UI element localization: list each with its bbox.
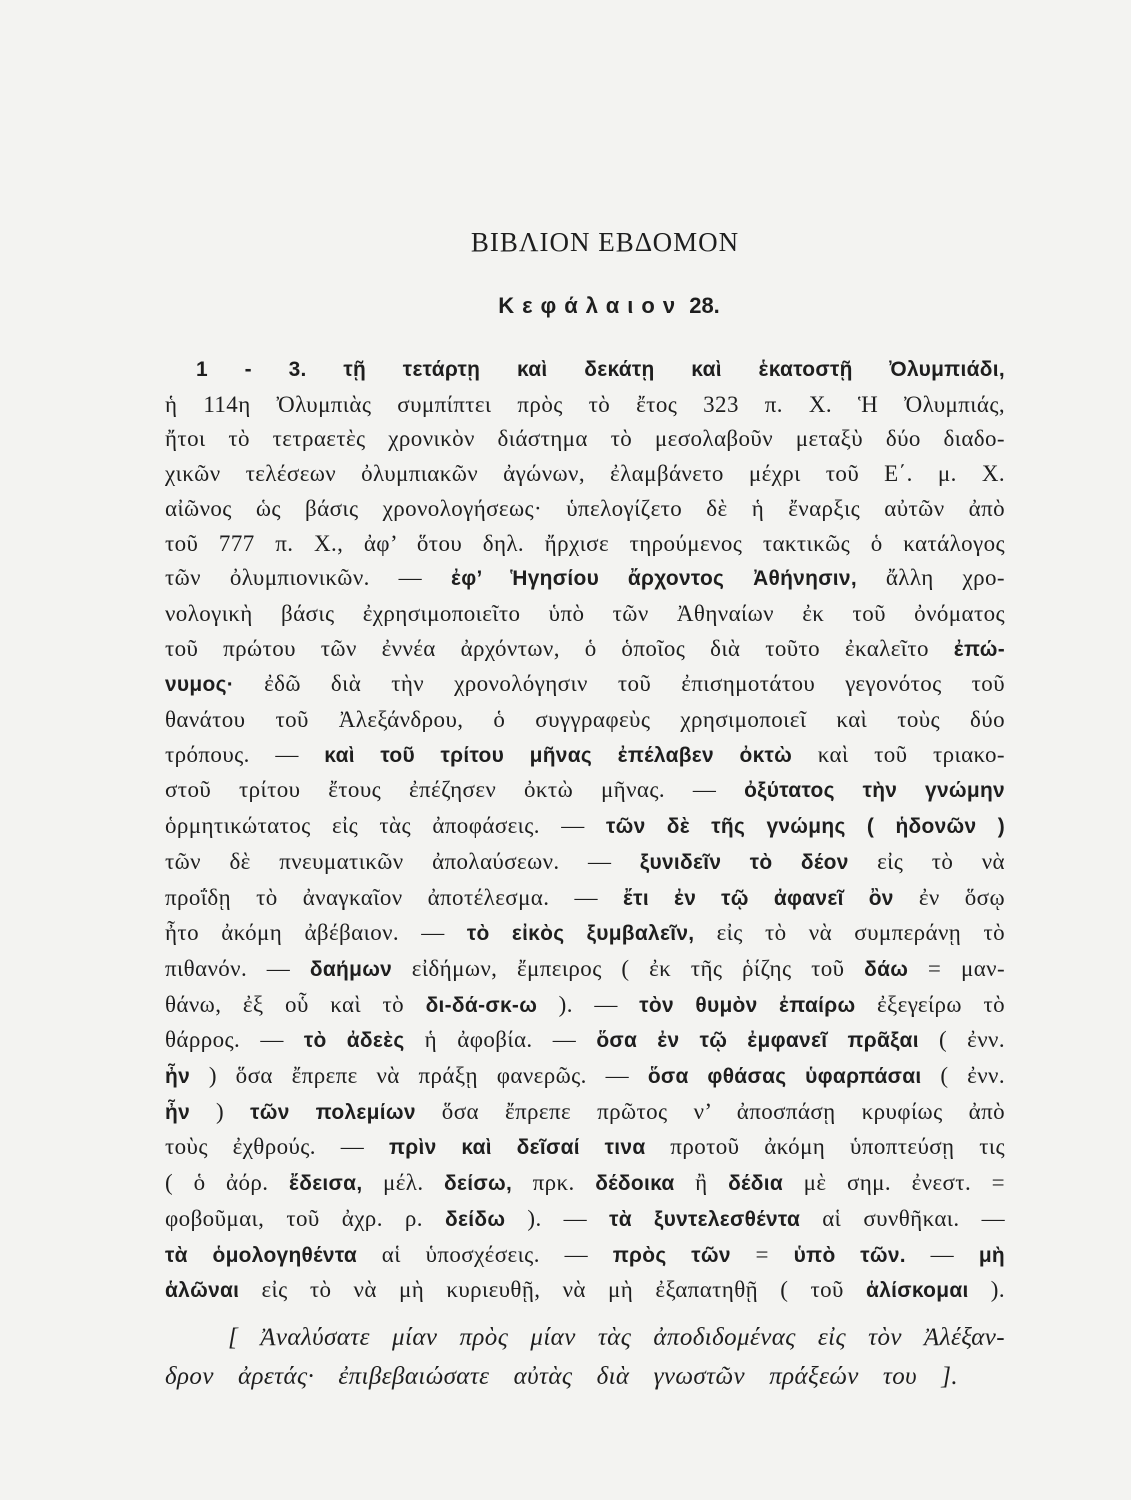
- bold-lemma: δείσω,: [444, 1172, 513, 1196]
- text-run: = μαν-: [908, 955, 1006, 981]
- text-run: ). —: [505, 1205, 610, 1231]
- bold-lemma: δάω: [864, 957, 909, 981]
- commentary-line: [165, 1238, 1005, 1274]
- text-run: ἐξεγείρω τὸ: [855, 991, 1005, 1017]
- text-run: τῶν ὀλυμπιονικῶν. —: [165, 565, 451, 591]
- commentary-line: [165, 527, 1005, 562]
- commentary-line: [165, 422, 1005, 457]
- text-run: ἦτο ἀκόμη ἀβέβαιον. —: [165, 920, 467, 946]
- bold-lemma: δαήμων: [309, 957, 393, 981]
- commentary-line: [165, 916, 1005, 952]
- text-run: ἡ ἀφοβία. —: [404, 1027, 597, 1053]
- bold-lemma: τῶν δὲ τῆς γνώμης ( ἡδονῶν ): [605, 815, 1005, 839]
- bold-lemma: ὀξύτατος τὴν γνώμην: [744, 779, 1005, 803]
- bold-lemma: δέδια: [728, 1172, 784, 1196]
- text-run: ὅσα ἔπρεπε πρῶτος ν’ ἀποσπάσῃ κρυφίως ἀπὸ: [415, 1098, 1005, 1124]
- text-run: ἡ 114η Ὀλυμπιὰς συμπίπτει πρὸς τὸ ἔτος 323 π. Χ. Ἡ Ὀλυμπιάς,: [165, 391, 1005, 417]
- text-run: μέλ.: [362, 1170, 445, 1196]
- text-run: εἰς τὸ νὰ μὴ κυριευθῇ, νὰ μὴ ἐξαπατηθῇ ( τοῦ: [239, 1277, 867, 1303]
- chapter-word: Κεφάλαιον: [498, 293, 684, 318]
- commentary-line: [165, 1023, 1005, 1059]
- bold-lemma: τὰ ξυντελεσθέντα: [609, 1207, 801, 1231]
- chapter-heading: [409, 288, 809, 324]
- text-run: εἰς τὸ νὰ συμπεράνῃ τὸ: [694, 920, 1005, 946]
- note-line: [165, 1357, 958, 1396]
- bold-lemma: ἔδεισα,: [288, 1172, 363, 1196]
- bold-lemma: καὶ τοῦ τρίτου μῆνας ἐπέλαβεν ὀκτὼ: [324, 743, 793, 767]
- text-run: θάρρος. —: [165, 1027, 304, 1053]
- text-run: [ Ἀναλύσατε μίαν πρὸς μίαν τὰς ἀποδιδομένας εἰς τὸν Ἀλέξαν-: [228, 1324, 1005, 1351]
- bold-lemma: τὸ ἀδεὲς: [303, 1029, 405, 1053]
- text-run: ἐδῶ διὰ τὴν χρονολόγησιν τοῦ ἐπισημοτάτου γεγονότος τοῦ: [234, 671, 1005, 697]
- text-run: πιθανόν. —: [165, 955, 310, 981]
- commentary-line: [165, 1202, 1005, 1238]
- commentary-line: [165, 1166, 1005, 1202]
- commentary-line: [165, 1095, 1005, 1131]
- bold-lemma: τῶν πολεμίων: [250, 1100, 416, 1124]
- text-run: χικῶν τελέσεων ὀλυμπιακῶν ἀγώνων, ἐλαμβάνετο μέχρι τοῦ Ε΄. μ. Χ.: [165, 461, 1005, 487]
- text-run: ( ἐνν.: [921, 1063, 1005, 1089]
- commentary-line: [165, 738, 1005, 774]
- bold-lemma: δι-δά-σκ-ω: [425, 993, 538, 1017]
- text-run: θανάτου τοῦ Ἀλεξάνδρου, ὁ συγγραφεὺς χρησιμοποιεῖ καὶ τοὺς δύο: [165, 707, 1005, 733]
- commentary-line: [165, 809, 1005, 845]
- commentary-line: [165, 703, 1005, 738]
- commentary-line: [165, 988, 1005, 1024]
- bold-lemma: ὅσα ἐν τῷ ἐμφανεῖ πρᾶξαι: [596, 1029, 919, 1053]
- text-run: ): [190, 1098, 251, 1124]
- bold-lemma: ὑπὸ τῶν.: [793, 1243, 906, 1267]
- chapter-number: 28.: [689, 293, 720, 318]
- commentary-line: [165, 667, 1005, 703]
- text-run: νολογικὴ βάσις ἐχρησιμοποιεῖτο ὑπὸ τῶν Ἀθηναίων ἐκ τοῦ ὀνόματος: [165, 600, 1005, 626]
- text-run: ἄλλη χρο-: [856, 565, 1005, 591]
- bold-lemma: πρὶν καὶ δεῖσαί τινα: [388, 1136, 646, 1160]
- commentary-line: [165, 352, 1005, 388]
- commentary-line: [165, 952, 1005, 988]
- commentary-line: [165, 632, 1005, 668]
- commentary-line: [165, 561, 1005, 597]
- text-run: προτοῦ ἀκόμη ὑποπτεύσῃ τις: [645, 1134, 1005, 1160]
- text-run: ( ἐνν.: [918, 1027, 1005, 1053]
- commentary-line: [165, 773, 1005, 809]
- bold-lemma: ἁλίσκομαι: [866, 1279, 969, 1303]
- text-run: τρόπους. —: [165, 741, 325, 767]
- text-run: μὲ σημ. ἐνεστ. =: [783, 1170, 1006, 1196]
- commentary-line: [165, 1273, 1005, 1309]
- bold-lemma: 1 - 3. τῇ τετάρτῃ καὶ δεκάτῃ καὶ ἑκατοστῇ Ὀλυμπιάδι,: [196, 358, 1005, 381]
- book-title: ΒΙΒΛΙΟΝ ΕΒΔΟΜΟΝ: [470, 227, 740, 257]
- bold-lemma: ἦν: [165, 1100, 191, 1124]
- text-run: πρκ.: [512, 1170, 596, 1196]
- text-run: αἰῶνος ὡς βάσις χρονολογήσεως· ὑπελογίζετο δὲ ἡ ἔναρξις αὐτῶν ἀπὸ: [165, 495, 1005, 521]
- text-run: τοὺς ἐχθρούς. —: [165, 1134, 389, 1160]
- commentary-line: [165, 388, 1005, 423]
- bold-lemma: μὴ: [978, 1243, 1005, 1267]
- text-run: θάνω, ἐξ οὗ καὶ τὸ: [165, 991, 426, 1017]
- note-line: [165, 1318, 1005, 1357]
- study-note: [165, 1318, 1005, 1396]
- text-run: τοῦ 777 π. Χ., ἀφ’ ὅτου δηλ. ἤρχισε τηρούμενος τακτικῶς ὁ κατάλογος: [165, 530, 1005, 556]
- text-run: αἱ ὑποσχέσεις. —: [357, 1241, 613, 1267]
- commentary-line: [165, 1130, 1005, 1166]
- bold-lemma: δέδοικα: [595, 1172, 675, 1196]
- text-run: ἤτοι τὸ τετραετὲς χρονικὸν διάστημα τὸ μεσολαβοῦν μεταξὺ δύο διαδο-: [165, 426, 1005, 452]
- commentary-line: [165, 845, 1005, 881]
- bold-lemma: τὰ ὁμολογηθέντα: [165, 1243, 358, 1267]
- bold-lemma: ὅσα φθάσας ὑφαρπάσαι: [647, 1065, 922, 1089]
- text-run: ἐν ὅσῳ: [893, 884, 1005, 910]
- text-run: ἢ: [674, 1170, 729, 1196]
- bold-lemma: νυμος·: [165, 673, 235, 697]
- commentary-line: [165, 597, 1005, 632]
- commentary-text: [165, 352, 1005, 1309]
- bold-lemma: πρὸς τῶν: [612, 1243, 731, 1267]
- text-run: ). —: [537, 991, 640, 1017]
- bold-lemma: ξυνιδεῖν τὸ δέον: [639, 850, 849, 874]
- bold-lemma: ἁλῶναι: [165, 1279, 240, 1303]
- text-run: τῶν δὲ πνευματικῶν ἀπολαύσεων. —: [165, 848, 640, 874]
- commentary-line: [165, 457, 1005, 492]
- text-run: ( ὁ ἀόρ.: [165, 1170, 289, 1196]
- commentary-line: [165, 881, 1005, 917]
- text-run: =: [730, 1241, 794, 1267]
- bold-lemma: ἐπώ-: [953, 637, 1005, 661]
- text-run: φοβοῦμαι, τοῦ ἀχρ. ρ.: [165, 1205, 446, 1231]
- bold-lemma: τὸν θυμὸν ἐπαίρω: [639, 993, 856, 1017]
- text-run: εἰς τὸ νὰ: [848, 848, 1005, 874]
- text-run: καὶ τοῦ τριακο-: [792, 741, 1005, 767]
- commentary-line: [165, 1059, 1005, 1095]
- text-run: εἰδήμων, ἔμπειρος ( ἐκ τῆς ῥίζης τοῦ: [392, 955, 865, 981]
- bold-lemma: ἐφ’ Ἡγησίου ἄρχοντος Ἀθήνησιν,: [450, 567, 857, 591]
- text-run: στοῦ τρίτου ἔτους ἐπέζησεν ὀκτὼ μῆνας. —: [165, 777, 745, 803]
- text-run: τοῦ πρώτου τῶν ἐννέα ἀρχόντων, ὁ ὁποῖος διὰ τοῦτο ἐκαλεῖτο: [165, 635, 954, 661]
- commentary-line: [165, 492, 1005, 527]
- text-run: προΐδῃ τὸ ἀναγκαῖον ἀποτέλεσμα. —: [165, 884, 623, 910]
- bold-lemma: ἦν: [165, 1065, 191, 1089]
- text-run: ) ὅσα ἔπρεπε νὰ πράξῃ φανερῶς. —: [190, 1063, 648, 1089]
- text-run: αἱ συνθῆκαι. —: [800, 1205, 1006, 1231]
- bold-lemma: δείδω: [445, 1207, 506, 1231]
- text-run: —: [905, 1241, 979, 1267]
- text-run: ).: [968, 1277, 1006, 1303]
- bold-lemma: ἔτι ἐν τῷ ἀφανεῖ ὂν: [622, 886, 894, 910]
- text-run: δρον ἀρετάς· ἐπιβεβαιώσατε αὐτὰς διὰ γνωστῶν πράξεών του ].: [165, 1363, 958, 1390]
- text-run: ὁρμητικώτατος εἰς τὰς ἀποφάσεις. —: [165, 813, 606, 839]
- bold-lemma: τὸ εἰκὸς ξυμβαλεῖν,: [466, 922, 695, 946]
